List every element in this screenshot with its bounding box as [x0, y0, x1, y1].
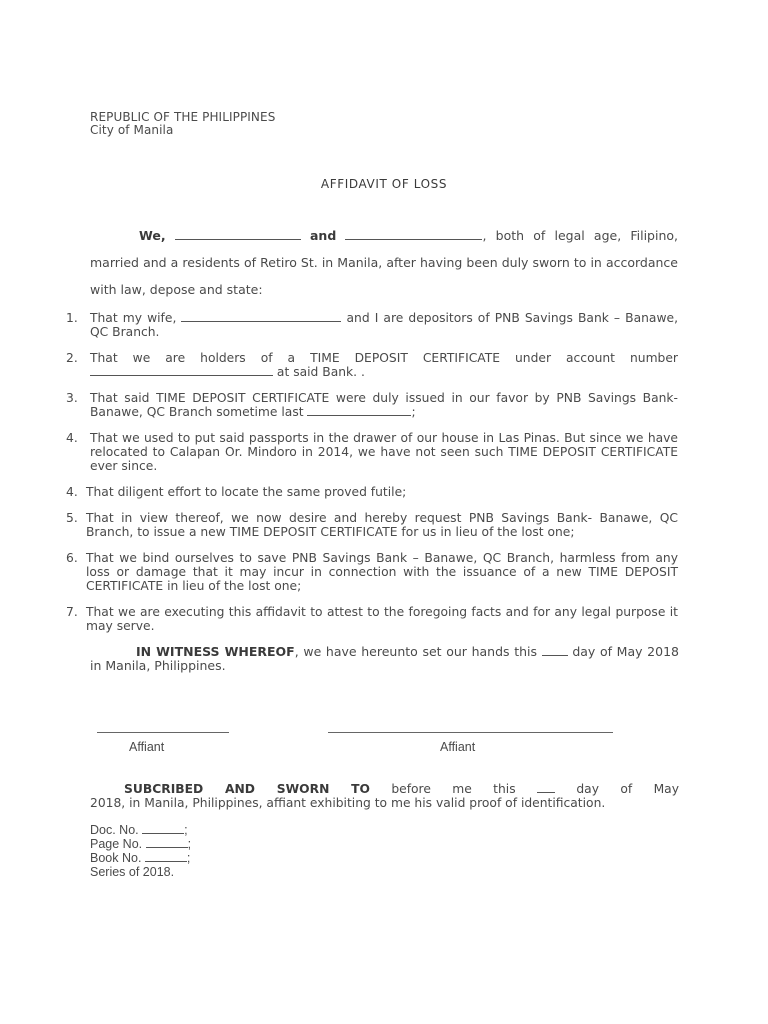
affiant-label-2: Affiant	[440, 740, 476, 754]
intro-we: We,	[139, 228, 166, 243]
item-text: That said TIME DEPOSIT CERTIFICATE were duly issued in our favor by PNB Savings Bank- Banawe, QC Branch sometime last	[90, 391, 678, 419]
date-issued-blank[interactable]	[307, 405, 411, 416]
doc-no-label: Doc. No.	[90, 823, 139, 837]
name-blank-1[interactable]	[175, 229, 301, 240]
jurat-line-1	[90, 782, 679, 796]
wife-name-blank[interactable]	[181, 311, 341, 322]
notarial-details	[90, 823, 191, 879]
signature-line-2[interactable]	[328, 732, 613, 733]
name-blank-2[interactable]	[345, 229, 482, 240]
item-text: ;	[411, 405, 416, 419]
item-text: That we are executing this affidavit to attest to the foregoing facts and for any legal purpose it may serve.	[86, 605, 678, 633]
list-item-4	[66, 431, 678, 473]
page-no-blank[interactable]	[146, 837, 188, 848]
item-number: 4.	[66, 485, 78, 499]
item-number: 6.	[66, 551, 78, 565]
header-republic: REPUBLIC OF THE PHILIPPINES	[90, 110, 276, 124]
series-row: Series of 2018.	[90, 865, 175, 879]
jurat-text: before me this	[369, 782, 516, 796]
item-text: That diligent effort to locate the same proved futile;	[86, 485, 407, 499]
list-item-3	[66, 391, 678, 419]
witness-text: , we have hereunto set our hands this	[294, 644, 537, 659]
list-item-4b	[66, 485, 678, 499]
item-text: That we used to put said passports in the drawer of our house in Las Pinas. But since we have relocated to Calapan Or. Mindoro in 2014, we have not seen such TIME DEPOSIT CERTIFICATE ever since.	[90, 431, 678, 473]
item-number: 3.	[66, 391, 78, 405]
item-text: That we bind ourselves to save PNB Savings Bank – Banawe, QC Branch, harmless from any loss or damage that it may incur in connection with the issuance of a new TIME DEPOSIT CERTIFICATE in lieu of the lost one;	[86, 551, 678, 593]
item-number: 2.	[66, 351, 78, 365]
book-no-blank[interactable]	[145, 851, 187, 862]
item-number: 1.	[66, 311, 78, 325]
item-number: 7.	[66, 605, 78, 619]
account-number-blank[interactable]	[90, 365, 273, 376]
item-number: 5.	[66, 511, 78, 525]
list-item-7	[66, 605, 678, 633]
book-no-label: Book No.	[90, 851, 142, 865]
jurat-heading: SUBCRIBED AND SWORN TO	[124, 782, 370, 796]
jurat-paragraph	[90, 782, 679, 810]
jurat-line-2: 2018, in Manila, Philippines, affiant exhibiting to me his valid proof of identification.	[90, 796, 606, 810]
item-text: That my wife,	[90, 311, 177, 325]
page-no-row	[90, 837, 191, 851]
item-number: 4.	[66, 431, 78, 445]
jurat-text: day of May	[576, 782, 679, 796]
intro-and: and	[309, 228, 337, 243]
terminator: ;	[186, 851, 191, 865]
item-text: That in view thereof, we now desire and hereby request PNB Savings Bank- Banawe, QC Branch, to issue a new TIME DEPOSIT CERTIFICATE for us in lieu of the lost one;	[86, 511, 678, 539]
item-text: That we are holders of a TIME DEPOSIT CERTIFICATE under account number	[90, 351, 678, 365]
book-no-row	[90, 851, 191, 865]
item-text: at said Bank. .	[276, 365, 365, 379]
jurat-day-blank[interactable]	[537, 782, 555, 793]
witness-heading: IN WITNESS WHEREOF	[136, 644, 295, 659]
list-item-1	[66, 311, 678, 339]
intro-rest: , both of legal age, Filipino, married and a residents of Retiro St. in Manila, after having been duly sworn to in accordance with law, depose and state:	[90, 228, 679, 297]
witness-day-blank[interactable]	[542, 645, 568, 656]
witness-text: day of May 2018 in Manila, Philippines.	[90, 644, 679, 673]
header-city: City of Manila	[90, 123, 174, 137]
list-item-2	[66, 351, 678, 379]
item-text: and I are depositors of PNB Savings Bank – Banawe, QC Branch.	[90, 311, 678, 339]
document-title: AFFIDAVIT OF LOSS	[320, 177, 448, 191]
affiant-label-1: Affiant	[129, 740, 165, 754]
doc-no-blank[interactable]	[142, 823, 184, 834]
terminator: ;	[184, 823, 188, 837]
intro-paragraph	[90, 222, 678, 303]
signature-line-1[interactable]	[97, 732, 229, 733]
witness-paragraph	[90, 645, 679, 673]
list-item-6	[66, 551, 678, 593]
page-no-label: Page No.	[90, 837, 143, 851]
list-item-5	[66, 511, 678, 539]
doc-no-row	[90, 823, 191, 837]
terminator: ;	[187, 837, 192, 851]
